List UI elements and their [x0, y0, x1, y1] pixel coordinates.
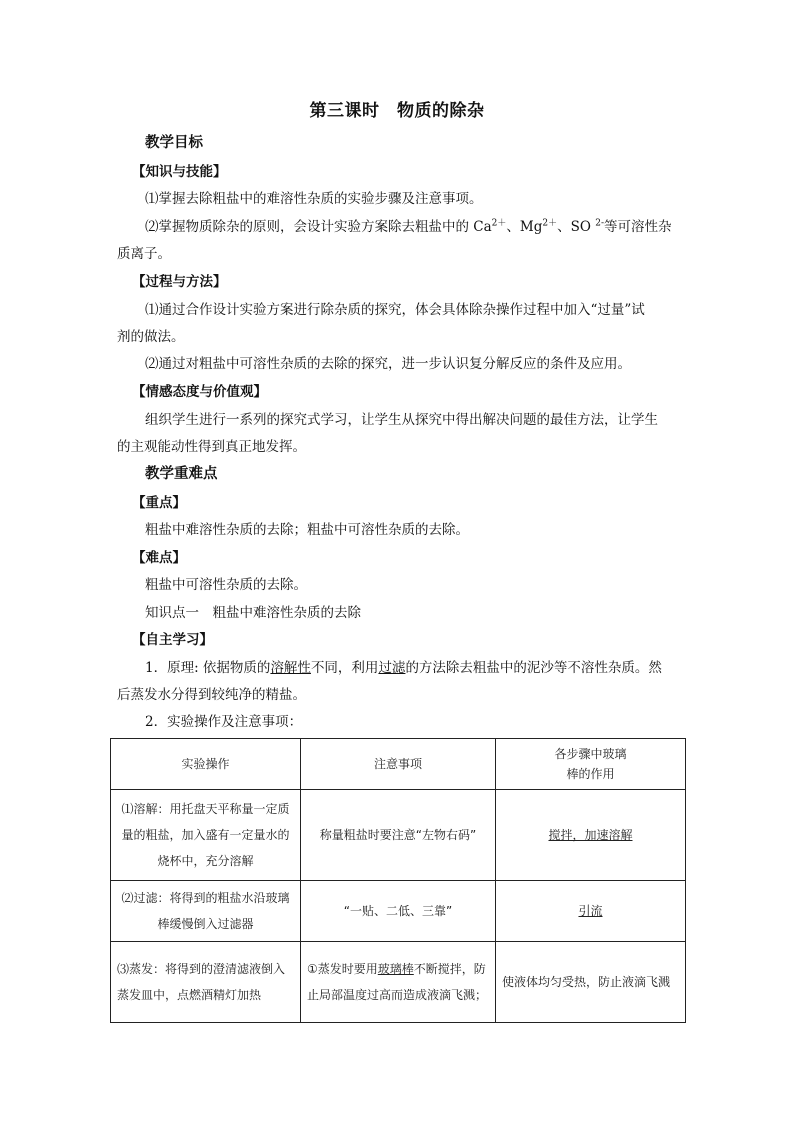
header-notes: 注意事项: [301, 739, 496, 790]
cell-note: 称量粗盐时要注意“左物右码”: [301, 790, 496, 881]
emotion-values-label: 【情感态度与价值观】: [132, 384, 267, 400]
knowledge-item-2: ⑵掌握物质除杂的原则，会设计实验方案除去粗盐中的 $Ca^{2+}$、$Mg^{2+}$、SO $^{2-}$等可溶性杂: [145, 218, 672, 235]
principle-item-cont: 后蒸发水分得到较纯净的精盐。: [117, 687, 306, 703]
table-header-row: [111, 739, 686, 790]
focus-text: 粗盐中难溶性杂质的去除；粗盐中可溶性杂质的去除。: [145, 522, 469, 538]
key-points-heading: 教学重难点: [145, 465, 218, 482]
knowledge-point-title: 知识点一 粗盐中难溶性杂质的去除: [145, 605, 361, 621]
process-item-1: ⑴通过合作设计实验方案进行除杂质的探究，体会具体除杂操作过程中加入“过量”试: [145, 302, 645, 318]
process-item-2: ⑵通过对粗盐中可溶性杂质的去除的探究，进一步认识复分解反应的条件及应用。: [145, 356, 631, 372]
table-row: [111, 881, 686, 942]
knowledge-skills-label: 【知识与技能】: [132, 164, 227, 180]
principle-item: 1．原理: 依据物质的溶解性不同，利用过滤的方法除去粗盐中的泥沙等不溶性杂质。然: [145, 660, 662, 676]
header-glass-rod: 各步骤中玻璃 棒的作用: [496, 739, 686, 790]
process-methods-label: 【过程与方法】: [132, 274, 227, 290]
experiment-table: [110, 738, 686, 1023]
emotion-text-cont: 的主观能动性得到真正地发挥。: [117, 439, 306, 455]
table-row: [111, 790, 686, 881]
difficulty-text: 粗盐中可溶性杂质的去除。: [145, 577, 307, 593]
difficulty-label: 【难点】: [132, 550, 186, 566]
process-item-1-cont: 剂的做法。: [117, 329, 185, 345]
cell-note: “一贴、二低、三靠”: [301, 881, 496, 942]
header-operation: 实验操作: [111, 739, 301, 790]
self-study-label: 【自主学习】: [132, 632, 213, 648]
knowledge-item-1: ⑴掌握去除粗盐中的难溶性杂质的实验步骤及注意事项。: [145, 191, 483, 207]
knowledge-item-2-cont: 质离子。: [117, 246, 171, 262]
experiment-item: 2．实验操作及注意事项：: [145, 714, 303, 730]
objectives-heading: 教学目标: [145, 134, 203, 151]
cell-rod: 引流: [496, 881, 686, 942]
page-title: 第三课时 物质的除杂: [309, 101, 485, 121]
emotion-text: 组织学生进行一系列的探究式学习，让学生从探究中得出解决问题的最佳方法，让学生: [145, 412, 658, 428]
cell-operation: ⑵过滤：将得到的粗盐水沿玻璃棒缓慢倒入过滤器: [111, 881, 301, 942]
cell-note: ①蒸发时要用玻璃棒不断搅拌，防止局部温度过高而造成液滴飞溅；: [301, 942, 496, 1023]
cell-operation: ⑴溶解：用托盘天平称量一定质量的粗盐，加入盛有一定量水的烧杯中，充分溶解: [111, 790, 301, 881]
cell-rod: 使液体均匀受热，防止液滴飞溅: [496, 942, 686, 1023]
cell-operation: ⑶蒸发：将得到的澄清滤液倒入蒸发皿中，点燃酒精灯加热: [111, 942, 301, 1023]
focus-label: 【重点】: [132, 495, 186, 511]
cell-rod: 搅拌，加速溶解: [496, 790, 686, 881]
table-row: [111, 942, 686, 1023]
